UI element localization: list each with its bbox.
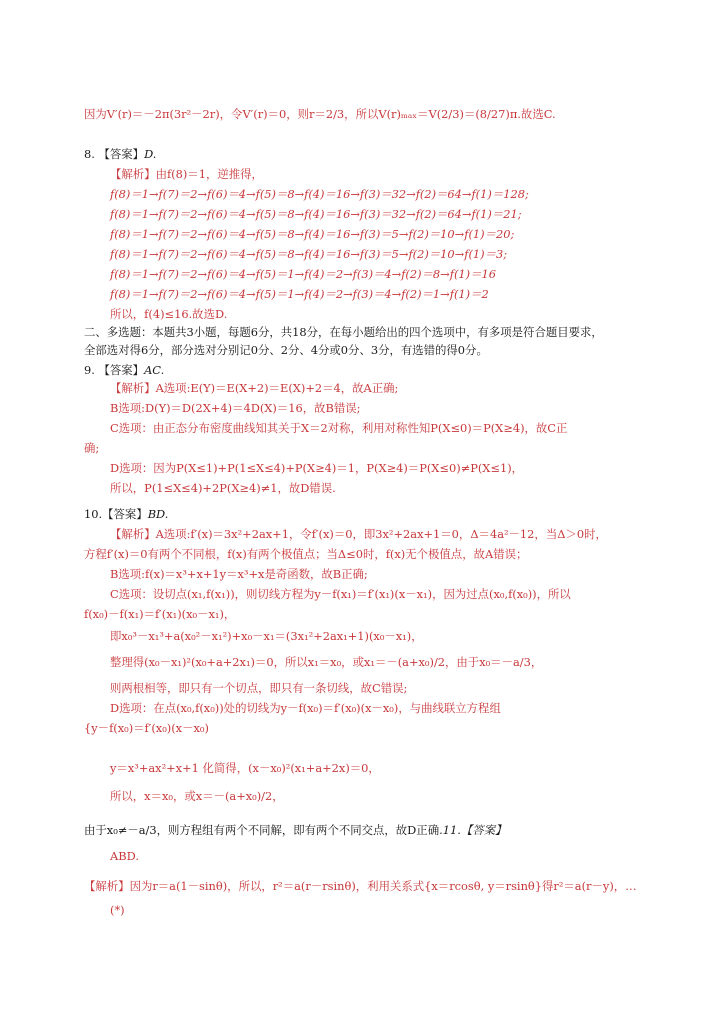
text-line: 确; <box>84 441 100 455</box>
answer-value: 11.【答案】 <box>442 823 507 837</box>
text-line: f(8)＝1→f(7)＝2→f(6)＝4→f(5)＝1→f(4)＝2→f(3)＝4→f(2)＝8→f(1)＝16 <box>110 267 496 281</box>
text-line: f(8)＝1→f(7)＝2→f(6)＝4→f(5)＝1→f(4)＝2→f(3)＝4→f(2)＝1→f(1)＝2 <box>110 287 489 301</box>
answer-heading: 8. 【答案】 <box>84 147 145 161</box>
text-line: 方程f′(x)＝0有两个不同根，f(x)有两个极值点；当Δ≤0时，f(x)无个极值点，故A错误； <box>84 547 528 561</box>
text-line: f(8)＝1→f(7)＝2→f(6)＝4→f(5)＝8→f(4)＝16→f(3)＝5→f(2)＝10→f(1)＝3; <box>110 247 508 261</box>
text-line: D选项：因为P(X≤1)+P(1≤X≤4)+P(X≥4)＝1，P(X≥4)＝P(X≤0)≠P(X≤1)， <box>110 461 524 475</box>
text-line: 因为V′(r)＝－2π(3r²－2r)，令V′(r)＝0，则r＝2/3，所以V(r)ₘₐₓ＝V(2/3)＝(8/27)π.故选C. <box>84 107 556 121</box>
answer-heading: 由于x₀≠－a/3，则方程组有两个不同解，即有两个不同交点，故D正确. <box>84 823 443 837</box>
answer-label <box>84 506 168 522</box>
text-line: 所以，P(1≤X≤4)+2P(X≥4)≠1，故D错误. <box>110 481 336 495</box>
text-line: 整理得(x₀－x₁)²(x₀+a+2x₁)＝0，所以x₁＝x₀，或x₁＝－(a+x₀)/2，由于x₀＝－a/3， <box>110 655 543 669</box>
text-line: B选项:D(Y)＝D(2X+4)＝4D(X)＝16，故B错误; <box>110 401 361 415</box>
answer-label <box>84 822 506 838</box>
text-line: f(x₀)－f(x₁)＝f′(x₁)(x₀－x₁)， <box>84 607 236 621</box>
answer-label <box>84 146 156 162</box>
answer-value: D. <box>144 147 157 161</box>
text-line: 【解析】A选项:f′(x)＝3x²+2ax+1，令f′(x)＝0，即3x²+2ax+1＝0，Δ＝4a²－12，当Δ＞0时， <box>110 527 607 541</box>
text-line: (*) <box>110 903 125 917</box>
answer-heading: 9. 【答案】 <box>84 363 145 377</box>
answer-label <box>84 362 164 378</box>
text-line: f(8)＝1→f(7)＝2→f(6)＝4→f(5)＝8→f(4)＝16→f(3)＝32→f(2)＝64→f(1)＝21; <box>110 207 522 221</box>
section-text: 全部选对得6分，部分选对分别记0分、2分、4分或0分、3分，有选错的得0分。 <box>84 343 488 357</box>
text-line: 即x₀³－x₁³+a(x₀²－x₁²)+x₀－x₁＝(3x₁²+2ax₁+1)(x₀－x₁)， <box>110 629 423 643</box>
answer-value: BD. <box>147 507 169 521</box>
text-line: 【解析】由f(8)＝1，逆推得， <box>110 167 263 181</box>
text-line: C选项：设切点(x₁,f(x₁))，则切线方程为y－f(x₁)＝f′(x₁)(x－x₁)，因为过点(x₀,f(x₀))，所以 <box>110 587 571 601</box>
text-line: 所以，f(4)≤16.故选D. <box>110 307 228 321</box>
text-line: 【解析】因为r＝a(1－sinθ)，所以，r²＝a(r－rsinθ)，利用关系式{x＝rcosθ, y＝rsinθ}得r²＝a(r－y)，… <box>84 879 637 893</box>
text-line: C选项：由正态分布密度曲线知其关于X＝2对称，利用对称性知P(X≤0)＝P(X≥4)，故C正 <box>110 421 568 435</box>
text-line: 所以，x＝x₀，或x＝－(a+x₀)/2， <box>110 789 284 803</box>
text-line: B选项:f(x)＝x³+x+1y＝x³+x是奇函数，故B正确; <box>110 567 368 581</box>
text-line: 【解析】A选项:E(Y)＝E(X+2)＝E(X)+2＝4，故A正确; <box>110 381 399 395</box>
text-line: D选项：在点(x₀,f(x₀))处的切线为y－f(x₀)＝f′(x₀)(x－x₀)，与曲线联立方程组 <box>110 701 501 715</box>
text-line: 则两根相等，即只有一个切点，即只有一条切线，故C错误; <box>110 681 408 695</box>
section-heading: 二、多选题：本题共3小题，每题6分，共18分，在每小题给出的四个选项中，有多项是符合题目要求， <box>84 325 603 339</box>
text-line: f(8)＝1→f(7)＝2→f(6)＝4→f(5)＝8→f(4)＝16→f(3)＝32→f(2)＝64→f(1)＝128; <box>110 187 529 201</box>
text-line: f(8)＝1→f(7)＝2→f(6)＝4→f(5)＝8→f(4)＝16→f(3)＝5→f(2)＝10→f(1)＝20; <box>110 227 515 241</box>
answer-value: AC. <box>144 363 165 377</box>
text-line: ABD. <box>110 849 139 863</box>
text-line: y＝x³+ax²+x+1 化简得，(x－x₀)²(x₁+a+2x)＝0， <box>110 761 380 775</box>
text-line: {y－f(x₀)＝f′(x₀)(x－x₀) <box>84 721 209 735</box>
answer-heading: 10.【答案】 <box>84 507 148 521</box>
